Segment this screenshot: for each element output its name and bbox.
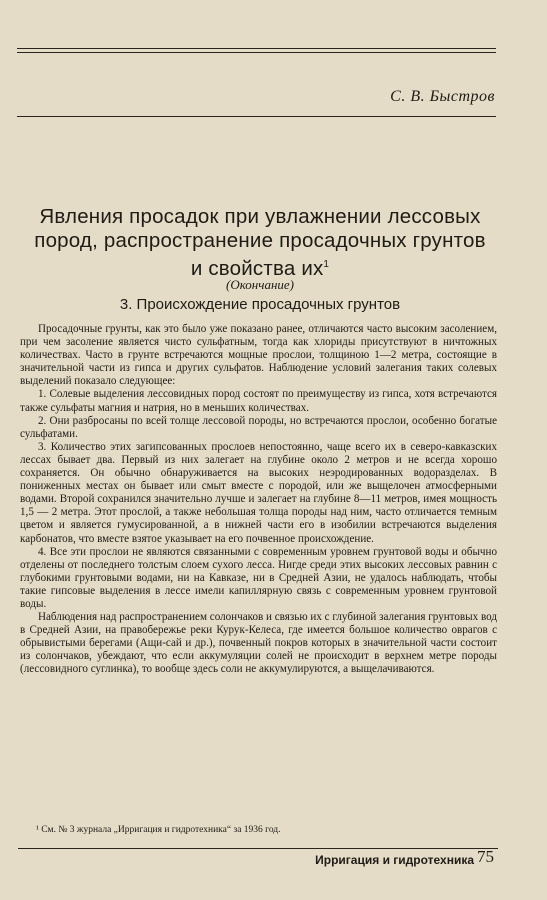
title-footnote-mark: 1: [323, 259, 330, 270]
header-rule-top: [17, 48, 496, 49]
paragraph: Просадочные грунты, как это было уже показано ранее, отличаются часто высоким засолением, при чем засоление является чисто сульфатным, тогда как хлориды присутствуют в ничтожных количествах. Часто в грунте встречаются мощные прослои, толщиною 1—2 метра, состоящие в значительной части из гипса и других сульфатов. Наблюдение условий залегания таких солевых выделений показало следующее:: [20, 323, 497, 388]
title-line-3-text: и свойства их: [190, 256, 324, 280]
title-line-1: Явления просадок при увлажнении лессовых: [39, 205, 481, 228]
header-rule-second: [17, 52, 496, 53]
paragraph: 3. Количество этих загипсованных прослоев непостоянно, чаще всего их в северо-кавказских лессах бывает два. Первый из них залегает на глубине около 2 метров и не всегда хорошо сохраняется. Он обычно обнаруживается на высоких неэродированных водоразделах. В пониженных местах он бывает или смыт вместе с породой, или же выщелочен атмосферными водами. Второй сохранился значительно лучше и залегает на глубине 8—11 метров, имея мощность 1,5 — 2 метра. Этот прослой, а также небольшая толща породы над ним, часто отличается темным цветом и является гумусированной, а в нижней части его в изобилии встречаются выделения карбонатов, что вместе взятое указывает на его почвенное происхождение.: [20, 440, 497, 545]
paragraph: 4. Все эти прослои не являются связанными с современным уровнем грунтовой воды и обычно отделены от последнего толстым слоем сухого лесса. Нигде среди этих высоких лессовых равнин с глубокими грунтовыми водами, ни на Кавказе, ни в Средней Азии, не удалось наблюдать, чтобы такие гипсовые выделения в лессе имели капиллярную связь с современным уровнем грунтовой воды.: [20, 545, 497, 610]
article-title: [20, 205, 500, 281]
footnote: ¹ См. № 3 журнала „Ирригация и гидротехника“ за 1936 год.: [36, 825, 281, 835]
author-name: С. В. Быстров: [390, 88, 495, 105]
paragraph: 2. Они разбросаны по всей толще лессовой породы, но встречаются прослои, особенно богатые сульфатами.: [20, 414, 497, 440]
section-heading: 3. Происхождение просадочных грунтов: [119, 296, 401, 313]
article-body: [20, 323, 497, 677]
paragraph: Наблюдения над распространением солончаков и связью их с глубиной залегания грунтовых вод в Средней Азии, на правобережье реки Курук-Келеса, где имеется большое количество оврагов с обрывистыми берегами (Ащи-сай и др.), почвенный покров которых в значительной части состоит из солончаков, убеждают, что если аккумуляции солей не происходит в верхнем метре породы (лессовидного суглинка), то вообще здесь соли не аккумулируются, а выщелачиваются.: [20, 611, 497, 676]
footer-rule: [18, 848, 498, 849]
paragraph: 1. Солевые выделения лессовидных пород состоят по преимуществу из гипса, хотя встречаются также сульфаты магния и натрия, но в меньших количествах.: [20, 388, 497, 414]
page-number: 75: [477, 847, 494, 866]
journal-name: Ирригация и гидротехника: [315, 853, 474, 867]
article-subtitle: (Окончание): [225, 277, 294, 292]
header-rule-bottom: [17, 116, 496, 117]
title-line-2: пород, распространение просадочных грунтов: [34, 229, 486, 252]
